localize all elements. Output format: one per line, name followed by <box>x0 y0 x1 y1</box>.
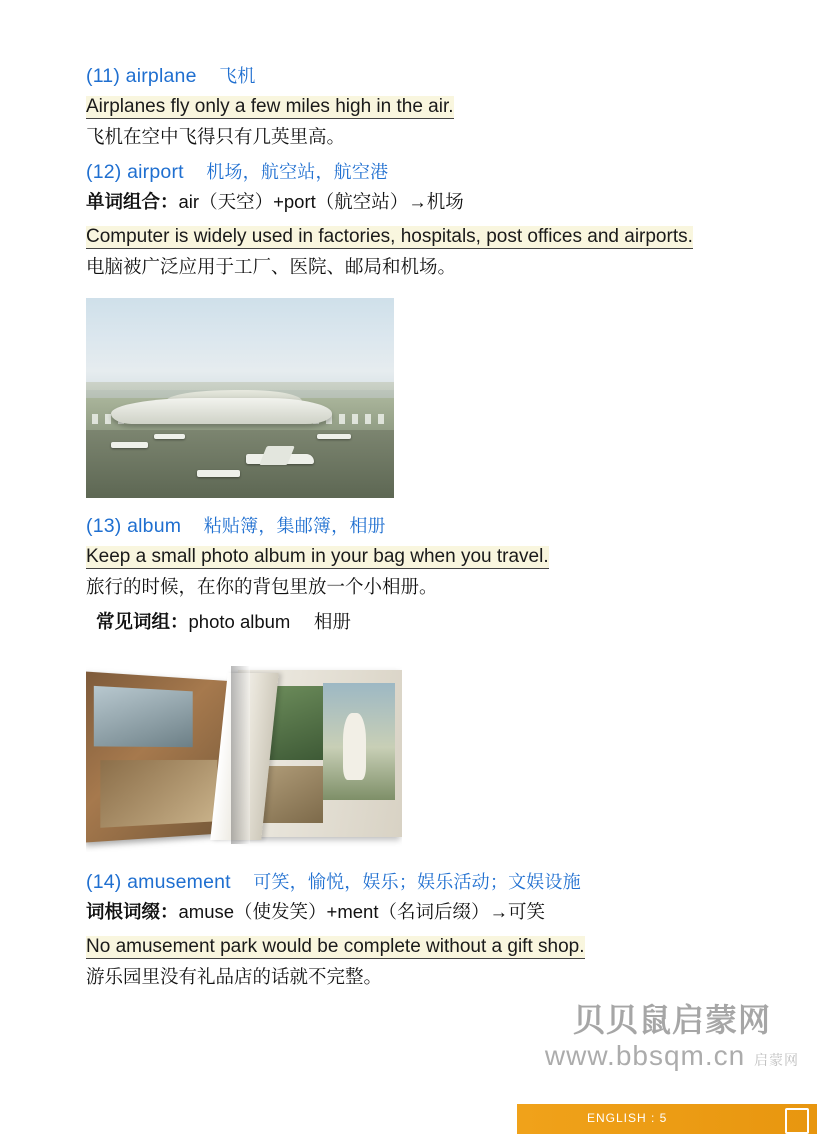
example-en-block <box>86 92 736 121</box>
album-photo <box>94 686 193 748</box>
footer-label: ENGLISH : 5 <box>587 1111 668 1125</box>
root-affix-note <box>86 898 746 928</box>
entry-word: album <box>127 515 182 538</box>
parked-airplane <box>111 442 148 448</box>
album-photo <box>101 760 217 828</box>
example-en-block <box>86 932 736 961</box>
watermark-site-name: 贝贝鼠启蒙网 <box>572 1000 771 1039</box>
parked-airplane <box>317 434 351 439</box>
note-text: air（天空）+port（航空站）→机场 <box>178 191 464 213</box>
watermark-url-text: www.bbsqm.cn <box>544 1040 746 1071</box>
entry-cn-meaning: 机场，航空站，航空港 <box>206 162 389 184</box>
person-in-photo <box>343 713 366 780</box>
example-en-block <box>86 542 736 571</box>
note-text: amuse（使发笑）+ment（名词后缀）→可笑 <box>178 900 545 922</box>
entry-number: (14) <box>86 870 122 893</box>
entry-heading <box>86 158 746 184</box>
entry-number: (13) <box>86 515 122 538</box>
parked-airplane <box>154 434 185 439</box>
example-cn-sentence: 飞机在空中飞得只有几英里高。 <box>86 127 346 149</box>
entry-cn-meaning: 飞机 <box>219 66 256 87</box>
example-cn-sentence: 电脑被广泛应用于工厂、医院、邮局和机场。 <box>86 257 457 279</box>
photo-album-photo <box>86 662 402 852</box>
example-en-block <box>86 222 736 251</box>
note-label: 词根词缀： <box>86 901 179 923</box>
entry-amusement <box>86 868 746 992</box>
footer-spacer <box>477 1104 517 1134</box>
entry-heading <box>86 868 746 894</box>
entry-airplane <box>86 62 746 152</box>
airport-photo <box>86 298 394 498</box>
example-en-sentence: Airplanes fly only a few miles high in the air. <box>86 96 454 117</box>
example-en-sentence: No amusement park would be complete without a gift shop. <box>86 935 585 957</box>
common-phrase-note <box>96 608 746 638</box>
example-cn-sentence: 游乐园里没有礼品店的话就不完整。 <box>86 967 383 989</box>
entry-airport <box>86 158 746 498</box>
word-formation-note <box>86 188 746 218</box>
entry-cn-meaning: 可笑，愉悦，娱乐；娱乐活动；文娱设施 <box>253 871 581 893</box>
watermark-url <box>545 1040 799 1072</box>
footer-corner-icon <box>785 1108 809 1134</box>
album-spine <box>231 666 250 845</box>
entry-word: airplane <box>125 65 197 87</box>
watermark-url-suffix: 启蒙网 <box>754 1053 799 1069</box>
entry-word: airport <box>127 161 184 184</box>
tarmac-region <box>86 430 394 498</box>
phrase-cn: 相册 <box>313 612 351 634</box>
phrase-label: 常见词组： <box>96 612 189 634</box>
watermark <box>544 1000 799 1072</box>
entry-heading <box>86 512 746 538</box>
example-en-sentence: Computer is widely used in factories, hospitals, post offices and airports. <box>86 225 693 247</box>
example-cn-sentence: 旅行的时候，在你的背包里放一个小相册。 <box>86 577 438 599</box>
page-footer <box>517 1104 817 1134</box>
terminal-building <box>111 398 333 424</box>
entry-number: (11) <box>86 65 121 87</box>
page-content <box>86 62 746 998</box>
entry-album <box>86 512 746 852</box>
note-label: 单词组合： <box>86 192 179 214</box>
phrase-text: photo album <box>188 611 291 633</box>
entry-word: amusement <box>127 870 231 893</box>
sky-region <box>86 298 394 390</box>
foreground-airplane <box>246 454 314 464</box>
entry-number: (12) <box>86 161 122 184</box>
entry-heading <box>86 62 746 88</box>
parked-airplane <box>197 470 240 477</box>
example-en-sentence: Keep a small photo album in your bag when you travel. <box>86 546 549 568</box>
entry-cn-meaning: 粘贴簿，集邮簿，相册 <box>203 516 386 538</box>
